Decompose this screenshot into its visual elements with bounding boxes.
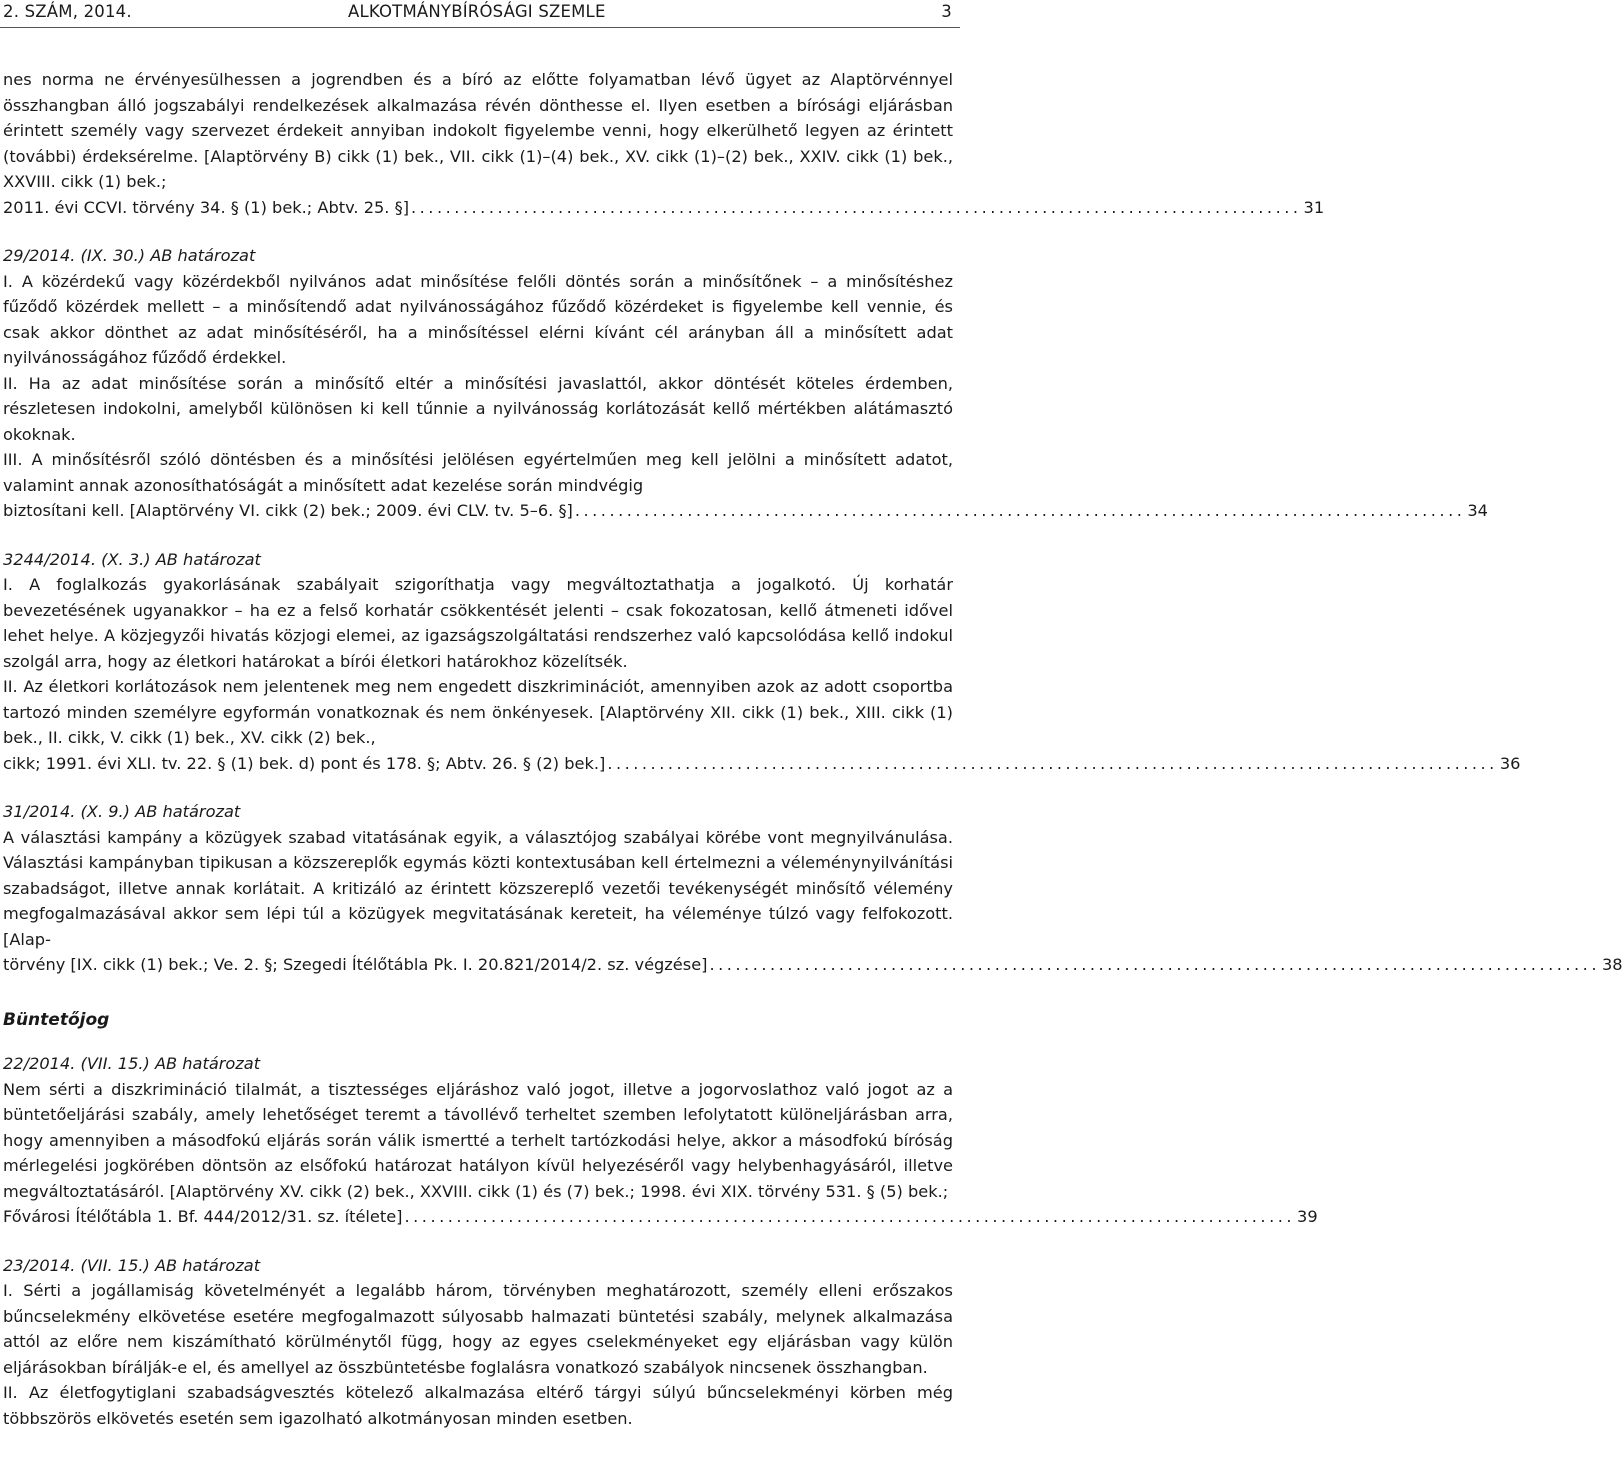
entry-page-number: 39 <box>1297 1207 1318 1226</box>
entry-paragraph: A választási kampány a közügyek szabad vitatásának egyik, a választójog szabályai körébe vont megnyilvánulása. Választási kampányban tipikusan a közszereplők egymás közti kontextusában kell értelmezni a véleménynyilvánítási szabadságot, illetve annak korlátait. A kritizáló az érintett közszereplő vezetői tevékenységét minősítő vélemény megfogalmazásával akkor sem lépi túl a közügyek megvitatásának kereteit, ha véleménye túlzó vagy felfokozott. [Alap- <box>3 827 953 949</box>
entry-last-line[interactable] <box>3 498 1488 524</box>
entry-last-text: 2011. évi CCVI. törvény 34. § (1) bek.; Abtv. 25. §] <box>3 197 410 217</box>
entry-paragraph: Nem sérti a diszkrimináció tilalmát, a tisztességes eljáráshoz való jogot, illetve a jogorvoslathoz való jogot az a büntetőeljárási szabály, amely lehetőséget teremt a távollévő terheltet szemben lefolytatott különeljárásban arra, hogy amennyiben a másodfokú eljárás során válik ismertté a terhelt tartózkodási helye, akkor a másodfokú bíróság mérlegelési jogkörében döntsön az elsőfokú határozat hatályon kívül helyezéséről vagy helybenhagyásáról, illetve megváltoztatásáról. [Alaptörvény XV. cikk (2) bek., XXVIII. cikk (1) és (7) bek.; 1998. évi XIX. törvény 531. § (5) bek.; <box>3 1079 953 1201</box>
page-number: 3 <box>941 2 952 21</box>
entry-page-number: 36 <box>1499 753 1521 773</box>
entry-reference[interactable]: 29/2014. (IX. 30.) AB határozat <box>3 246 256 265</box>
entry-paragraph: II. Az életkori korlátozások nem jelentenek meg nem engedett diszkriminációt, amennyiben azok az adott csoportba tartozó minden személyre egyformán vonatkoznak és nem önkényesek. [Alaptörvény XII. cikk (1) bek., XIII. cikk (1) bek., II. cikk, V. cikk (1) bek., XV. cikk (2) bek., <box>3 677 953 747</box>
toc-entry-23-2014 <box>3 1253 953 1432</box>
toc-content <box>3 67 1623 1431</box>
dot-leader: ....................................................................................................... <box>574 501 1466 520</box>
entry-paragraph: III. A minősítésről szóló döntésben és a minősítési jelölésen egyértelműen meg kell jelölni a minősített adatot, valamint annak azonosíthatóságát a minősített adat kezelése során mindvégig <box>3 450 953 495</box>
entry-page-number: 31 <box>1303 197 1325 217</box>
entry-last-text: cikk; 1991. évi XLI. tv. 22. § (1) bek. d) pont és 178. §; Abtv. 26. § (2) bek.] <box>3 753 606 773</box>
entry-last-line[interactable] <box>3 1204 1318 1230</box>
dot-leader: ....................................................................................................... <box>411 197 1302 217</box>
entry-last-text: törvény [IX. cikk (1) bek.; Ve. 2. §; Szegedi Ítélőtábla Pk. I. 20.821/2014/2. sz. végzése] <box>3 955 708 974</box>
dot-leader: ....................................................................................................... <box>709 955 1600 974</box>
entry-last-line[interactable] <box>3 751 1521 777</box>
dot-leader: ....................................................................................................... <box>404 1207 1296 1226</box>
toc-entry-3244-2014 <box>3 547 1521 777</box>
section-heading-buntetojog: Büntetőjog <box>3 1009 110 1030</box>
journal-title: ALKOTMÁNYBÍRÓSÁGI SZEMLE <box>348 2 606 21</box>
toc-entry-31-2014 <box>3 799 1623 978</box>
entry-paragraph: II. Ha az adat minősítése során a minősítő eltér a minősítési javaslattól, akkor döntését köteles érdemben, részletesen indokolni, amelyből különösen ki kell tűnnie a nyilvánosság korlátozását kellő mértékben alátámasztó okoknak. <box>3 373 953 444</box>
running-header <box>0 2 960 28</box>
continuation-text: nes norma ne érvényesülhessen a jogrendben és a bíró az előtte folyamatban lévő ügyet az Alaptörvénnyel összhangban álló jogszabályi rendelkezések alkalmazása révén dönthesse el. Ilyen esetben a bírósági eljárásban érintett személy vagy szervezet érdekeit annyiban indokolt figyelembe venni, hogy elkerülhető legyen az érintett (további) érdeksérelme. [Alaptörvény B) cikk (1) bek., VII. cikk (1)–(4) bek., XV. cikk (1)–(2) bek., XXIV. cikk (1) bek., XXVIII. cikk (1) bek.; <box>3 70 953 191</box>
continuation-last-line[interactable] <box>3 195 1325 221</box>
entry-last-line[interactable] <box>3 952 1623 978</box>
entry-reference[interactable]: 31/2014. (X. 9.) AB határozat <box>3 802 241 821</box>
entry-reference[interactable]: 22/2014. (VII. 15.) AB határozat <box>3 1054 261 1073</box>
toc-entry-29-2014 <box>3 243 1488 524</box>
entry-page-number: 34 <box>1467 501 1488 520</box>
dot-leader: ....................................................................................................... <box>607 753 1498 773</box>
entry-paragraph: I. Sérti a jogállamiság követelményét a legalább három, törvényben meghatározott, személy elleni erőszakos bűncselekmény elkövetése esetére megfogalmazott súlyosabb halmazati büntetési szabály, melynek alkalmazása attól az előre nem kiszámítható körülménytől függ, hogy az egyes cselekményeket egy eljárásban vagy külön eljárásokban bírálják-e el, és amellyel az összbüntetésbe foglalásra vonatkozó szabályok nincsenek összhangban. <box>3 1281 953 1377</box>
entry-reference[interactable]: 3244/2014. (X. 3.) AB határozat <box>3 549 261 569</box>
entry-page-number: 38 <box>1601 955 1623 974</box>
entry-paragraph: I. A közérdekű vagy közérdekből nyilvános adat minősítése felőli döntés során a minősítőnek – a minősítéshez fűződő közérdek mellett – a minősítendő adat nyilvánosságához fűződő közérdeket is figyelembe kell vennie, és csak akkor dönthet az adat minősítéséről, ha a minősítéssel elérni kívánt cél arányban áll a minősített adat nyilvánosságához fűződő érdekkel. <box>3 271 953 367</box>
entry-last-text: biztosítani kell. [Alaptörvény VI. cikk (2) bek.; 2009. évi CLV. tv. 5–6. §] <box>3 501 573 520</box>
entry-reference[interactable]: 23/2014. (VII. 15.) AB határozat <box>3 1255 261 1275</box>
header-rule <box>0 27 960 28</box>
entry-paragraph: I. A foglalkozás gyakorlásának szabályait szigoríthatja vagy megváltoztathatja a jogalkotó. Új korhatár bevezetésének ugyanakkor – ha ez a felső korhatár csökkentését jelenti – csak fokozatosan, kellő átmeneti idővel lehet helye. A közjegyzői hivatás közjogi elemei, az igazságszolgáltatási rendszerhez való kapcsolódása kellő indokul szolgál arra, hogy az életkori határokat a bírói életkori határokhoz közelítsék. <box>3 575 953 671</box>
toc-entry-22-2014 <box>3 1051 1318 1230</box>
entry-last-text: Fővárosi Ítélőtábla 1. Bf. 444/2012/31. sz. ítélete] <box>3 1207 403 1226</box>
entry-paragraph: II. Az életfogytiglani szabadságvesztés kötelező alkalmazása eltérő tárgyi súlyú bűncselekményi körben még többszörös elkövetés esetén sem igazolható alkotmányosan minden esetben. <box>3 1383 953 1428</box>
issue-label: 2. SZÁM, 2014. <box>3 2 132 21</box>
